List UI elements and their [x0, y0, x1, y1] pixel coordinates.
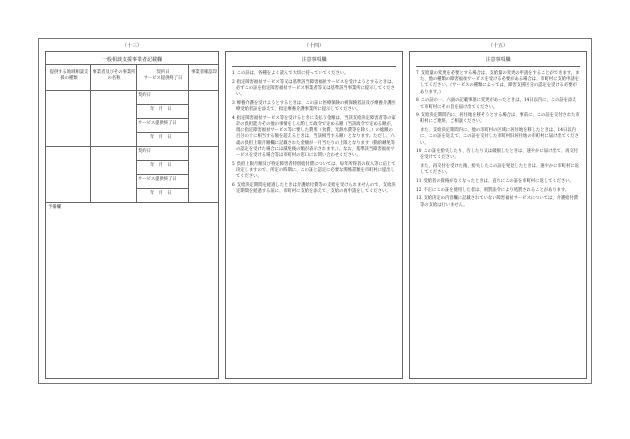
notes-list: [416, 71, 580, 211]
note-item: [416, 98, 580, 110]
note-number: 10: [416, 149, 422, 155]
header-dates: 契約日 サービス提供終了日: [143, 70, 183, 81]
note-text: 指定障害福祉サービス等を受けるときに支払う金額は、当該支給決定障害者等の家計の負担能力その他の事情をしん酌して政令で定める額（当該政令で定める額が、現に指定障害福祉サービス等に要した費用（食費、光熱水費等を除く。）の総額の百分の十に相当する額を超えるときは、当該相当する額）となります。ただし、六歳の負担上限月額欄に記載された金額が一月当たりの上限となります（動的継免等の認定を受けた場合には減免後の額が表示されます。）。なお、基準該当障害福祉サービスを受ける場合等は市町村の窓口にお問い合わせください。: [236, 115, 396, 158]
note-number: 5: [232, 161, 235, 167]
note-item: [232, 101, 396, 113]
note-text: この証を紛失したり、汚したり又は破損したときは、速やかに届け出て、再交付を受けてください。: [420, 149, 579, 161]
contract-date-value: 年 月 日: [150, 163, 172, 168]
note-number: 12: [416, 187, 422, 193]
service-end-value: 年 月 日: [150, 191, 172, 196]
note-number: 9: [416, 113, 419, 119]
note-text: 負担上限月額及び特定障害者特別給付費については、毎年所得者の収入等に応じて決定しますので、所定の時期に、この証と認定に必要な関係書類を市町村に提出してください。: [236, 161, 396, 180]
note-number: 1: [232, 71, 235, 76]
note-text: この証は、各種をよく読んで大切に持っていてください。: [236, 71, 349, 76]
page-title: 注意事項欄: [485, 57, 511, 63]
note-text: 受給者の資格がなくなったときは、直ちにこの証を市町村に返してください。: [423, 179, 574, 185]
note-item: [416, 179, 580, 185]
note-number: 2: [232, 79, 235, 85]
note-item: [416, 149, 580, 161]
note-text: 療養介護を受けようとするときは、この証に医療保険の被保険者証及び療養介護医療受給者証を添えて、指定療養介護事業所に提示してください。: [236, 100, 396, 113]
header-confirm-seal: 事業者確認印: [191, 70, 217, 75]
page-number: （十五）: [487, 43, 508, 49]
note-text: また、再交付を受けた後、紛失したこの証を発見したときは、速やかに市町村に返してください。: [420, 164, 579, 176]
service-end-label: サービス提供終了日: [138, 177, 177, 182]
note-text: 支給決定の内容欄に記載されていない障害福祉サービスについては、介護給付費等の支給は行いません。: [420, 196, 579, 208]
page-13: [45, 43, 219, 379]
note-text: また、支給決定期間内に、他の市町村の区域に居住地を移したときは、14日以内に、この証を返えて、この証を交付した市町村旧居住地の市町村に届け出てください。: [420, 128, 579, 146]
contract-date-label: 契約日: [138, 93, 151, 98]
note-number: 3: [232, 100, 235, 106]
header-service-type: 提供する地域相談支援の種類: [49, 70, 89, 81]
page-title: 一般相談支援事業者記載欄: [101, 57, 162, 63]
note-item: [416, 196, 580, 208]
note-item: [416, 113, 580, 125]
note-item: [232, 71, 396, 77]
note-text: 不正にこの証を使用した者は、刑罰法令により処罰されることがあります。: [423, 187, 570, 193]
page-number: （十四）: [303, 43, 324, 49]
page-15: [409, 43, 587, 379]
note-item: [232, 116, 396, 159]
header-provider-name: 事業者及びその事業所の名称: [92, 70, 136, 81]
note-text: 支給決定期間を経過したときは介護給付費等の支給を受けられませんので、支給決定期間を経過する前に、市町村に支給を添えて、支給の再申請をしてください。: [236, 182, 396, 194]
note-text: 支給決定期間内に、居住地を移そうとする場合は、事前に、この証を交付された市町村にご連絡、ご相談ください。: [420, 113, 580, 125]
page-title: 注意事項欄: [301, 57, 327, 63]
reserve-section-label: 予備欄: [48, 205, 61, 210]
note-text: 支給量の変更を必要とする場合は、支給量の変更の申請をすることができます。また、他の種類の障害福祉サービスを受ける必要がある場合は、市町村に支給申請をしてください。（サービスの種類によっては、障害支援区分の認定を受ける必要があります。）: [420, 71, 580, 95]
note-item: [232, 162, 396, 181]
note-item: [232, 80, 396, 99]
note-number: 7: [416, 71, 419, 76]
service-end-value: 年 月 日: [150, 135, 172, 140]
note-item: [232, 183, 396, 195]
page-number: （十三）: [121, 43, 142, 49]
contract-date-value: 年 月 日: [150, 107, 172, 112]
note-number: 8: [416, 98, 419, 104]
page-14: [225, 43, 403, 379]
note-item: [416, 188, 580, 194]
note-number: 13: [416, 196, 422, 202]
note-continuation: [416, 128, 580, 147]
note-text: この証の一、六面の記載事項に変更があったときは、14日以内に、この証を添えて市町村にその旨を届け出てください。: [420, 98, 577, 110]
service-end-label: サービス提供終了日: [138, 121, 177, 126]
contract-date-label: 契約日: [138, 149, 151, 154]
note-number: 11: [416, 179, 422, 185]
note-continuation: [416, 164, 580, 176]
provider-record-table: [46, 64, 218, 378]
note-item: [416, 71, 580, 96]
note-number: 4: [232, 115, 235, 121]
certificate-sheet: [38, 38, 592, 384]
notes-list: [232, 71, 396, 198]
note-text: 指定障害福祉サービス等又は基準該当障害福祉サービスを受けようとするときは、必ずこの証を指定障害福祉サービス事業者等又は基準該当事業所に提示してください。: [236, 79, 396, 98]
note-number: 6: [232, 182, 235, 188]
